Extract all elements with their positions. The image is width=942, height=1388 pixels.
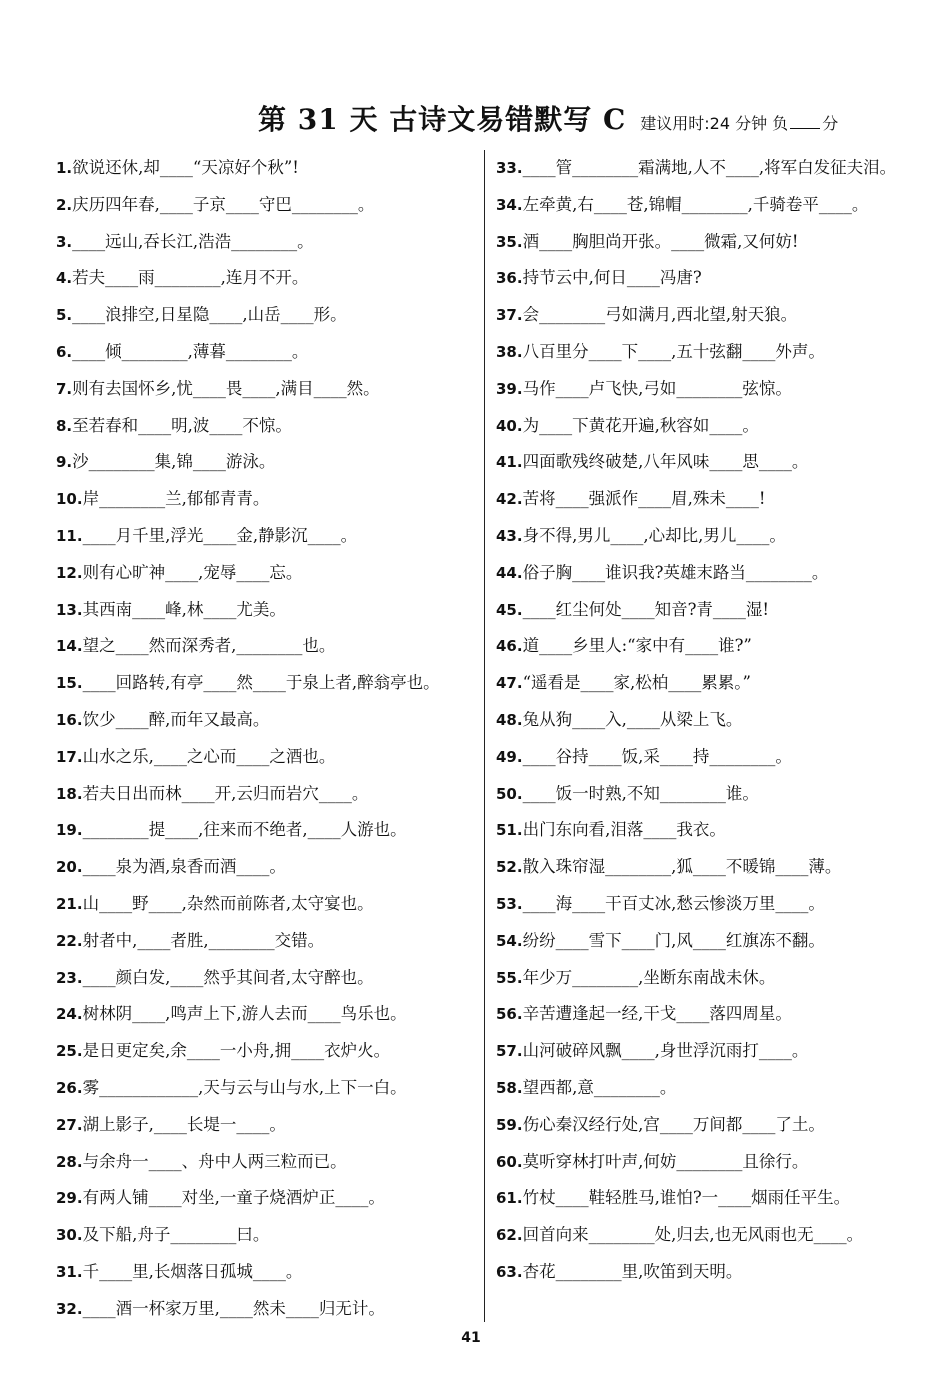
question-number: 4. — [56, 269, 73, 288]
question-text: 是日更定矣,余____一小舟,拥____衣炉火。 — [82, 1041, 391, 1061]
question-item — [56, 555, 474, 592]
question-text: ____饭一时熟,不知________谁。 — [522, 783, 759, 803]
question-text: 饮少____醉,而年又最高。 — [82, 709, 270, 729]
question-text: 纷纷____雪下____门,风____红旗冻不翻。 — [522, 930, 825, 950]
question-text: ____谷持____饭,采____持________。 — [522, 746, 792, 766]
question-number: 19. — [56, 821, 83, 840]
question-text: ____泉为酒,泉香而酒____。 — [82, 857, 286, 877]
question-item — [56, 408, 474, 445]
question-text: 望西都,意________。 — [522, 1077, 677, 1097]
question-number: 61. — [496, 1189, 523, 1208]
question-number: 8. — [56, 416, 73, 435]
question-item — [56, 1217, 474, 1254]
question-number: 24. — [56, 1005, 83, 1024]
question-text: 雾____________,天与云与山与水,上下一白。 — [82, 1077, 407, 1097]
time-and-score — [640, 111, 838, 134]
page-number: 41 — [461, 1330, 481, 1346]
question-number: 62. — [496, 1226, 523, 1245]
question-text: 马作____卢飞快,弓如________弦惊。 — [522, 378, 792, 398]
question-number: 30. — [56, 1226, 83, 1245]
question-number: 31. — [56, 1262, 83, 1281]
question-item — [496, 628, 912, 665]
question-item — [56, 187, 474, 224]
question-item — [496, 812, 912, 849]
question-number: 63. — [496, 1262, 523, 1281]
question-item — [56, 628, 474, 665]
question-item — [56, 886, 474, 923]
question-text: ____远山,吞长江,浩浩________。 — [72, 231, 314, 251]
question-text: 至若春和____明,波____不惊。 — [72, 415, 292, 435]
question-item — [496, 849, 912, 886]
question-item — [496, 1180, 912, 1217]
question-item — [496, 187, 912, 224]
question-text: 八百里分____下____,五十弦翻____外声。 — [522, 341, 825, 361]
question-number: 25. — [56, 1042, 83, 1061]
question-number: 46. — [496, 637, 523, 656]
question-text: 岸________兰,郁郁青青。 — [82, 489, 270, 509]
question-number: 12. — [56, 563, 83, 582]
question-number: 27. — [56, 1115, 83, 1134]
question-number: 54. — [496, 931, 523, 950]
question-number: 33. — [496, 159, 523, 177]
question-item — [56, 297, 474, 334]
header — [258, 98, 918, 142]
question-item — [496, 555, 912, 592]
question-text: “遥看是____家,松柏____累累。” — [522, 673, 751, 693]
question-item — [56, 849, 474, 886]
question-item — [496, 996, 912, 1033]
question-number: 52. — [496, 858, 523, 877]
question-text: 酒____胸胆尚开张。____微霜,又何妨! — [522, 231, 799, 251]
question-number: 45. — [496, 600, 523, 619]
question-item — [56, 776, 474, 813]
question-item — [56, 1254, 474, 1291]
question-item — [496, 739, 912, 776]
question-text: 道____乡里人:“家中有____谁?” — [522, 636, 752, 656]
question-text: 则有心旷神____,宠辱____忘。 — [82, 562, 303, 582]
question-number: 42. — [496, 490, 523, 509]
question-number: 58. — [496, 1078, 523, 1097]
question-item — [496, 960, 912, 997]
question-text: 莫听穿林打叶声,何妨________且徐行。 — [522, 1151, 809, 1171]
left-question-column — [56, 150, 474, 1328]
question-number: 60. — [496, 1152, 523, 1171]
question-number: 15. — [56, 674, 83, 693]
question-item — [56, 996, 474, 1033]
question-number: 9. — [56, 453, 73, 472]
question-item — [496, 1254, 912, 1291]
question-text: 其西南____峰,林____尤美。 — [82, 599, 286, 619]
question-text: 辛苦遭逢起一经,干戈____落四周星。 — [522, 1004, 792, 1024]
question-item — [496, 923, 912, 960]
question-text: ____颜白发,____然乎其间者,太守醉也。 — [82, 967, 374, 987]
question-number: 6. — [56, 342, 73, 361]
question-number: 47. — [496, 674, 523, 693]
question-item — [56, 812, 474, 849]
question-text: 年少万________,坐断东南战未休。 — [522, 967, 776, 987]
question-number: 49. — [496, 747, 523, 766]
question-item — [56, 444, 474, 481]
question-number: 57. — [496, 1042, 523, 1061]
question-text: 庆历四年春,____子京____守巴________。 — [72, 194, 375, 214]
question-text: 山河破碎风飘____,身世浮沉雨打____。 — [522, 1041, 809, 1061]
question-number: 17. — [56, 747, 83, 766]
question-number: 51. — [496, 821, 523, 840]
question-item — [56, 923, 474, 960]
question-number: 34. — [496, 195, 523, 214]
question-text: 千____里,长烟落日孤城____。 — [82, 1261, 303, 1281]
question-number: 39. — [496, 379, 523, 398]
question-text: 沙________集,锦____游泳。 — [72, 452, 276, 472]
question-text: ____月千里,浮光____金,静影沉____。 — [82, 525, 358, 545]
question-text: 树林阴____,鸣声上下,游人去而____鸟乐也。 — [82, 1004, 407, 1024]
question-item — [56, 224, 474, 261]
question-text: ____酒一杯家万里,____然未____归无计。 — [82, 1298, 385, 1318]
question-item — [496, 408, 912, 445]
question-text: 回首向来________处,归去,也无风雨也无____。 — [522, 1225, 864, 1245]
question-number: 43. — [496, 526, 523, 545]
question-item — [56, 1144, 474, 1181]
question-number: 56. — [496, 1005, 523, 1024]
question-item — [56, 1070, 474, 1107]
question-text: 若夫日出而林____开,云归而岩穴____。 — [82, 783, 369, 803]
question-number: 53. — [496, 894, 523, 913]
question-item — [496, 1033, 912, 1070]
question-item — [56, 150, 474, 187]
question-number: 59. — [496, 1115, 523, 1134]
question-item — [496, 886, 912, 923]
question-number: 44. — [496, 563, 523, 582]
question-text: 及下船,舟子________曰。 — [82, 1225, 270, 1245]
question-number: 55. — [496, 968, 523, 987]
question-text: 会________弓如满月,西北望,射天狼。 — [522, 305, 798, 325]
question-item — [496, 776, 912, 813]
question-number: 7. — [56, 379, 73, 398]
question-number: 29. — [56, 1189, 83, 1208]
question-item — [496, 665, 912, 702]
question-item — [56, 739, 474, 776]
question-text: 湖上影子,____长堤一____。 — [82, 1114, 286, 1134]
question-item — [56, 334, 474, 371]
question-item — [496, 592, 912, 629]
question-item — [56, 518, 474, 555]
question-number: 28. — [56, 1152, 83, 1171]
question-number: 11. — [56, 526, 83, 545]
question-item — [496, 334, 912, 371]
question-text: 山水之乐,____之心而____之酒也。 — [82, 746, 336, 766]
question-item — [496, 444, 912, 481]
question-text: 若夫____雨________,连月不开。 — [72, 268, 309, 288]
question-text: ____管________霜满地,人不____,将军白发征夫泪。 — [522, 158, 897, 177]
question-text: ____倾________,薄暮________。 — [72, 341, 309, 361]
question-number: 40. — [496, 416, 523, 435]
question-item — [496, 1107, 912, 1144]
question-number: 20. — [56, 858, 83, 877]
question-item — [56, 702, 474, 739]
page-title: 第 31 天 古诗文易错默写 C — [258, 103, 627, 136]
question-number: 23. — [56, 968, 83, 987]
question-item — [56, 1107, 474, 1144]
question-text: 俗子胸____谁识我?英雄末路当________。 — [522, 562, 829, 582]
question-number: 16. — [56, 710, 83, 729]
question-number: 38. — [496, 342, 523, 361]
question-text: 兔从狗____入,____从梁上飞。 — [522, 709, 743, 729]
question-item — [56, 665, 474, 702]
question-number: 26. — [56, 1078, 83, 1097]
question-text: 为____下黄花开遍,秋容如____。 — [522, 415, 759, 435]
question-item — [496, 481, 912, 518]
question-item — [56, 1180, 474, 1217]
score-blank — [790, 127, 820, 129]
question-item — [56, 960, 474, 997]
question-item — [56, 481, 474, 518]
question-number: 18. — [56, 784, 83, 803]
question-number: 36. — [496, 269, 523, 288]
question-number: 2. — [56, 195, 73, 214]
question-number: 14. — [56, 637, 83, 656]
right-question-column — [496, 150, 912, 1291]
question-number: 50. — [496, 784, 523, 803]
question-item — [496, 1217, 912, 1254]
question-text: 苦将____强派作____眉,殊未____! — [522, 489, 766, 509]
question-number: 22. — [56, 931, 83, 950]
question-text: 左牵黄,右____苍,锦帽________,千骑卷平____。 — [522, 194, 869, 214]
question-number: 41. — [496, 453, 523, 472]
question-number: 5. — [56, 306, 73, 325]
question-item — [496, 260, 912, 297]
suggested-time: 建议用时:24 分钟 负 — [640, 114, 789, 133]
question-text: 望之____然而深秀者,________也。 — [82, 636, 336, 656]
question-number: 35. — [496, 232, 523, 251]
question-number: 21. — [56, 894, 83, 913]
question-text: ____回路转,有亭____然____于泉上者,醉翁亭也。 — [82, 673, 440, 693]
question-text: 持节云中,何日____冯唐? — [522, 268, 702, 288]
column-divider — [484, 150, 485, 1322]
question-text: 射者中,____者胜,________交错。 — [82, 930, 325, 950]
question-item — [496, 1144, 912, 1181]
question-number: 10. — [56, 490, 83, 509]
question-item — [496, 518, 912, 555]
question-item — [496, 702, 912, 739]
question-text: ____红尘何处____知音?青____湿! — [522, 599, 770, 619]
question-item — [56, 1291, 474, 1328]
question-text: 散入珠帘湿________,狐____不暖锦____薄。 — [522, 857, 842, 877]
question-text: 出门东向看,泪落____我衣。 — [522, 820, 726, 840]
question-text: 有两人铺____对坐,一童子烧酒炉正____。 — [82, 1188, 385, 1208]
question-number: 32. — [56, 1299, 83, 1318]
question-text: ____浪排空,日星隐____,山岳____形。 — [72, 305, 347, 325]
question-text: ____海____干百丈冰,愁云惨淡万里____。 — [522, 893, 825, 913]
question-text: ________提____,往来而不绝者,____人游也。 — [82, 820, 407, 840]
question-number: 37. — [496, 306, 523, 325]
question-item — [496, 150, 912, 187]
question-item — [496, 371, 912, 408]
score-unit: 分 — [822, 114, 839, 133]
question-text: 山____野____,杂然而前陈者,太守宴也。 — [82, 893, 374, 913]
question-item — [496, 297, 912, 334]
question-text: 欲说还休,却____“天凉好个秋”! — [72, 158, 299, 177]
question-text: 与余舟一____、舟中人两三粒而已。 — [82, 1151, 347, 1171]
question-text: 竹杖____鞋轻胜马,谁怕?一____烟雨任平生。 — [522, 1188, 851, 1208]
question-text: 四面歌残终破楚,八年风味____思____。 — [522, 452, 809, 472]
question-number: 13. — [56, 600, 83, 619]
question-item — [496, 224, 912, 261]
question-number: 3. — [56, 232, 73, 251]
question-item — [56, 592, 474, 629]
question-text: 则有去国怀乡,忧____畏____,满目____然。 — [72, 378, 380, 398]
question-item — [56, 371, 474, 408]
question-item — [496, 1070, 912, 1107]
question-item — [56, 1033, 474, 1070]
question-number: 48. — [496, 710, 523, 729]
question-text: 杏花________里,吹笛到天明。 — [522, 1261, 743, 1281]
question-text: 伤心秦汉经行处,宫____万间都____了土。 — [522, 1114, 825, 1134]
question-item — [56, 260, 474, 297]
question-text: 身不得,男儿____,心却比,男儿____。 — [522, 525, 786, 545]
question-number: 1. — [56, 159, 73, 177]
